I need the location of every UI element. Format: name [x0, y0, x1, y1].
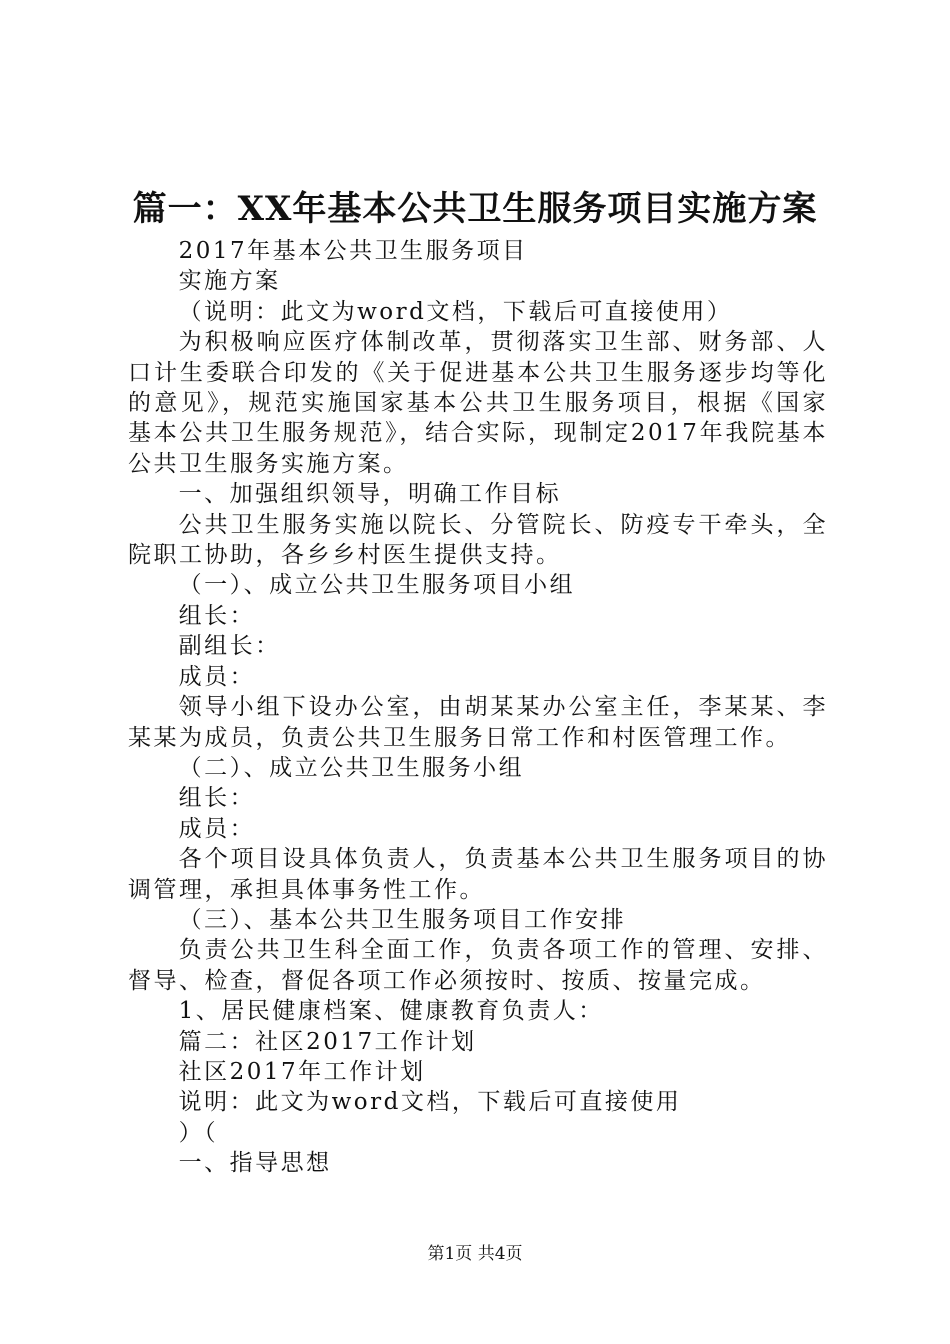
subsection-heading: （三）、基本公共卫生服务项目工作安排 — [178, 906, 627, 933]
paragraph: 成员： — [178, 815, 256, 842]
subsection-heading: （一）、成立公共卫生服务项目小组 — [178, 572, 576, 599]
paragraph: 说明：此文为word文档，下载后可直接使用 — [178, 1089, 682, 1116]
paragraph: 组长： — [178, 602, 256, 629]
document-title: 篇一：XX年基本公共卫生服务项目实施方案 — [132, 189, 818, 229]
paragraph: 2017年基本公共卫生服务项目 — [178, 238, 528, 264]
paragraph: 1、居民健康档案、健康教育负责人： — [178, 998, 604, 1025]
document-body — [128, 236, 828, 1179]
paragraph: 负责公共卫生科全面工作，负责各项工作的管理、安排、督导、检查，督促各项工作必须按时、按质、按量完成。 — [128, 937, 828, 994]
paragraph: （说明：此文为word文档，下载后可直接使用） — [178, 298, 733, 325]
page-number-footer: 第1页 共4页 — [427, 1244, 523, 1264]
paragraph: 公共卫生服务实施以院长、分管院长、防疫专干牵头，全院职工协助，各乡乡村医生提供支持。 — [128, 511, 828, 569]
section-heading: 一、指导思想 — [178, 1150, 332, 1177]
paragraph: 成员： — [178, 663, 256, 690]
paragraph: ）（ — [178, 1119, 219, 1146]
paragraph: 领导小组下设办公室，由胡某某办公室主任，李某某、李某某为成员，负责公共卫生服务日常工作和村医管理工作。 — [128, 694, 828, 751]
paragraph: 为积极响应医疗体制改革，贯彻落实卫生部、财务部、人口计生委联合印发的《关于促进基本公共卫生服务逐步均等化的意见》，规范实施国家基本公共卫生服务项目，根据《国家基本公共卫生服务规范》，结合实际，现制定2017年我院基本公共卫生服务实施方案。 — [128, 329, 828, 477]
paragraph: 篇二：社区2017工作计划 — [178, 1028, 477, 1055]
paragraph: 各个项目设具体负责人，负责基本公共卫生服务项目的协调管理，承担具体事务性工作。 — [128, 846, 828, 903]
paragraph: 社区2017年工作计划 — [178, 1058, 426, 1085]
paragraph: 副组长： — [178, 633, 281, 660]
section-heading: 一、加强组织领导，明确工作目标 — [178, 481, 562, 508]
paragraph: 组长： — [178, 785, 256, 812]
paragraph: 实施方案 — [178, 268, 281, 295]
subsection-heading: （二）、成立公共卫生服务小组 — [178, 754, 525, 781]
